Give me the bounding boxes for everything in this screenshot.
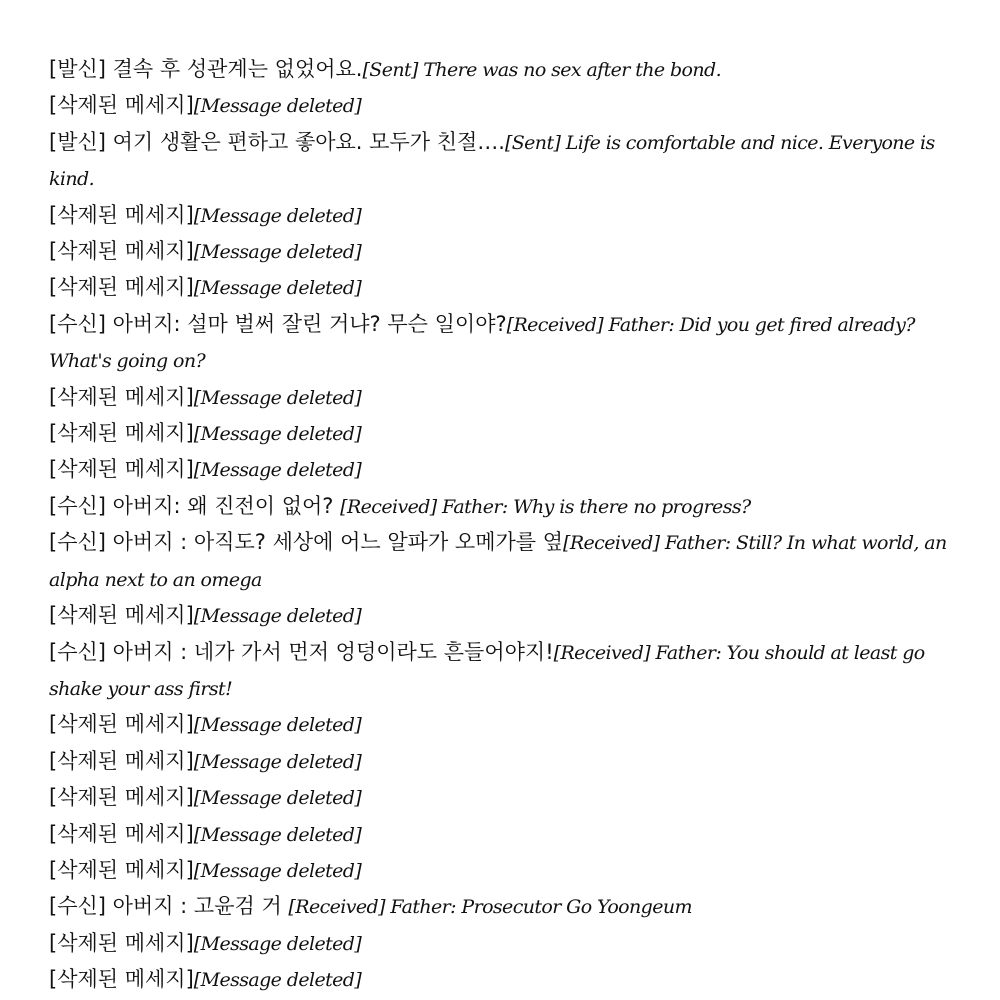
english-translation: [Message deleted] — [193, 969, 362, 992]
deleted-message-line — [49, 598, 969, 634]
korean-text: [삭제된 메세지] — [49, 202, 194, 227]
deleted-message-line — [49, 234, 969, 270]
message-line — [49, 52, 969, 88]
deleted-message-line — [49, 88, 969, 124]
message-line — [49, 525, 969, 598]
english-translation: [Message deleted] — [193, 277, 362, 300]
korean-text: [삭제된 메세지] — [49, 748, 194, 773]
deleted-message-line — [49, 962, 969, 998]
korean-text: [삭제된 메세지] — [49, 712, 194, 737]
deleted-message-line — [49, 853, 969, 889]
korean-text: [삭제된 메세지] — [49, 603, 194, 628]
english-translation: [Sent] Life is comfortable and nice. Everyone is kind. — [49, 131, 935, 191]
message-line — [49, 125, 969, 198]
korean-text: [수신] 아버지: 왜 진전이 없어? — [49, 493, 341, 518]
deleted-message-line — [49, 744, 969, 780]
korean-text: [삭제된 메세지] — [49, 239, 194, 264]
korean-text: [삭제된 메세지] — [49, 457, 194, 482]
korean-text: [삭제된 메세지] — [49, 275, 194, 300]
deleted-message-line — [49, 452, 969, 488]
korean-text: [삭제된 메세지] — [49, 421, 194, 446]
english-translation: [Message deleted] — [193, 204, 362, 227]
message-line — [49, 635, 969, 708]
message-line — [49, 307, 969, 380]
deleted-message-line — [49, 198, 969, 234]
korean-text: [삭제된 메세지] — [49, 930, 194, 955]
message-log — [49, 52, 969, 999]
english-translation: [Message deleted] — [193, 459, 362, 482]
korean-text: [삭제된 메세지] — [49, 785, 194, 810]
deleted-message-line — [49, 707, 969, 743]
english-translation: [Message deleted] — [193, 823, 362, 846]
english-translation: [Received] Father: Prosecutor Go Yoongeum — [288, 896, 692, 919]
korean-text: [삭제된 메세지] — [49, 93, 194, 118]
korean-text: [수신] 아버지: 설마 벌써 잘린 거냐? 무슨 일이야? — [49, 311, 507, 336]
korean-text: [삭제된 메세지] — [49, 967, 194, 992]
english-translation: [Sent] There was no sex after the bond. — [362, 59, 722, 81]
korean-text: [삭제된 메세지] — [49, 384, 194, 409]
korean-text: [수신] 아버지 : 네가 가서 먼저 엉덩이라도 흔들어야지! — [49, 639, 554, 664]
deleted-message-line — [49, 780, 969, 816]
english-translation: [Message deleted] — [193, 932, 362, 955]
english-translation: [Received] Father: Did you get fired already? What's going on? — [49, 313, 915, 373]
deleted-message-line — [49, 817, 969, 853]
english-translation: [Message deleted] — [193, 714, 362, 737]
english-translation: [Received] Father: You should at least go shake your ass first! — [49, 641, 925, 700]
english-translation: [Message deleted] — [193, 386, 362, 409]
deleted-message-line — [49, 270, 969, 306]
korean-text: [발신] 결속 후 성관계는 없었어요. — [49, 57, 363, 81]
english-translation: [Message deleted] — [193, 241, 362, 264]
english-translation: [Message deleted] — [193, 750, 362, 773]
message-line — [49, 489, 969, 525]
english-translation: [Received] Father: Why is there no progress? — [340, 495, 751, 518]
korean-text: [수신] 아버지 : 아직도? 세상에 어느 알파가 오메가를 옆 — [49, 530, 564, 555]
english-translation: [Received] Father: Still? In what world, an alpha next to an omega — [49, 532, 947, 591]
english-translation: [Message deleted] — [193, 787, 362, 810]
english-translation: [Message deleted] — [193, 605, 362, 628]
korean-text: [삭제된 메세지] — [49, 821, 194, 846]
korean-text: [발신] 여기 생활은 편하고 좋아요. 모두가 친절…. — [49, 129, 505, 154]
english-translation: [Message deleted] — [193, 859, 362, 882]
english-translation: [Message deleted] — [193, 95, 362, 118]
korean-text: [삭제된 메세지] — [49, 857, 194, 882]
deleted-message-line — [49, 926, 969, 962]
deleted-message-line — [49, 380, 969, 416]
english-translation: [Message deleted] — [193, 423, 362, 446]
message-line — [49, 889, 969, 925]
korean-text: [수신] 아버지 : 고윤검 거 — [49, 894, 289, 919]
deleted-message-line — [49, 416, 969, 452]
